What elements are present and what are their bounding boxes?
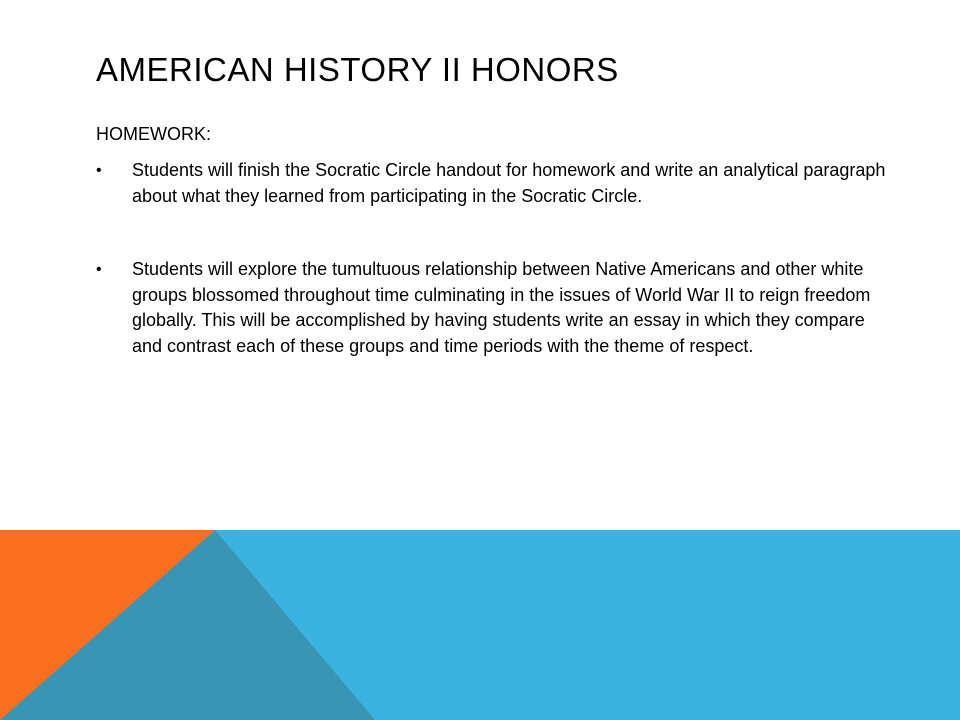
slide-content [96,122,886,407]
homework-heading: HOMEWORK: [96,124,211,144]
slide-title: AMERICAN HISTORY II HONORS [96,51,619,88]
homework-list [96,158,886,359]
homework-item-text: Students will finish the Socratic Circle handout for homework and write an analytical paragraph about what they learned from participating in the Socratic Circle. [132,160,886,206]
homework-item-2 [96,257,886,359]
homework-item-1 [96,158,886,209]
decorative-footer-shapes [0,530,960,720]
bullet-icon: • [96,162,102,179]
homework-item-text: Students will explore the tumultuous relationship between Native Americans and other white groups blossomed throughout time culminating in the issues of World War II to reign freedom globally. This will be accomplished by having students write an essay in which they compare and contrast each of these groups and time periods with the theme of respect. [132,259,871,356]
bullet-icon: • [96,261,102,278]
